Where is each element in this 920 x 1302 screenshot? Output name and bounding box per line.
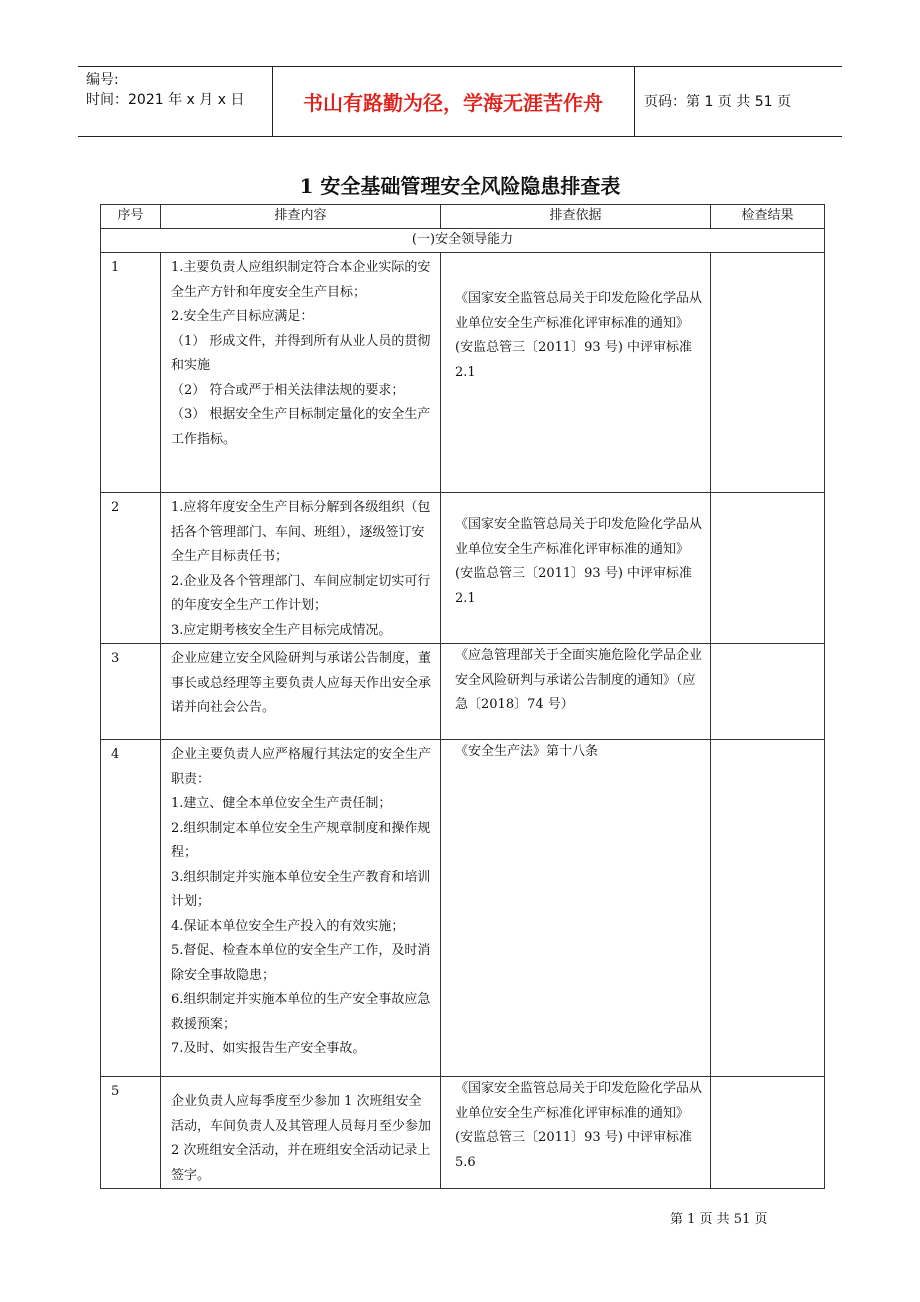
content-line: 2.企业及各个管理部门、车间应制定切实可行的年度安全生产工作计划； bbox=[171, 573, 431, 613]
row-number: 3 bbox=[101, 644, 161, 740]
content-line: 1.主要负责人应组织制定符合本企业实际的安全生产方针和年度安全生产目标； bbox=[171, 260, 431, 300]
inspection-basis bbox=[441, 644, 711, 740]
inspection-content bbox=[161, 740, 441, 1077]
section-row bbox=[101, 229, 825, 253]
inspection-content bbox=[161, 644, 441, 740]
header-page-label: 页码：第 1 页 共 51 页 bbox=[644, 94, 791, 110]
section-title: (一)安全领导能力 bbox=[101, 229, 825, 253]
row-number: 4 bbox=[101, 740, 161, 1077]
content-line: 2.组织制定本单位安全生产规章制度和操作规程； bbox=[171, 820, 431, 860]
column-header-result: 检查结果 bbox=[711, 205, 825, 229]
inspection-result bbox=[711, 1077, 825, 1189]
document-title: 1 安全基础管理安全风险隐患排查表 bbox=[299, 174, 621, 198]
basis-text: 《应急管理部关于全面实施危险化学品企业安全风险研判与承诺公告制度的通知》（应急〔2018〕74 号） bbox=[455, 648, 703, 712]
content-line: 3.组织制定并实施本单位安全生产教育和培训计划； bbox=[171, 869, 431, 909]
content-line: 1.应将年度安全生产目标分解到各级组织（包括各个管理部门、车间、班组），逐级签订安全生产目标责任书； bbox=[171, 500, 431, 564]
basis-text: 《国家安全监管总局关于印发危险化学品从业单位安全生产标准化评审标准的通知》(安监总管三〔2011〕93 号) 中评审标准 2.1 bbox=[455, 517, 703, 606]
table-row bbox=[101, 644, 825, 740]
content-line: （3） 根据安全生产目标制定量化的安全生产工作指标。 bbox=[171, 407, 431, 447]
document-number-label: 编号: bbox=[86, 72, 119, 88]
content-line: 6.组织制定并实施本单位的生产安全事故应急救援预案； bbox=[171, 992, 431, 1032]
inspection-result bbox=[711, 493, 825, 644]
column-header-basis: 排查依据 bbox=[441, 205, 711, 229]
row-number: 2 bbox=[101, 493, 161, 644]
document-time-label: 时间：2021 年 x 月 x 日 bbox=[86, 92, 245, 108]
inspection-basis bbox=[441, 1077, 711, 1189]
inspection-basis bbox=[441, 493, 711, 644]
header-motto: 书山有路勤为径，学海无涯苦作舟 bbox=[303, 91, 603, 115]
column-header-no: 序号 bbox=[101, 205, 161, 229]
basis-text: 《国家安全监管总局关于印发危险化学品从业单位安全生产标准化评审标准的通知》(安监总管三〔2011〕93 号) 中评审标准 5.6 bbox=[455, 1081, 703, 1170]
content-line: 企业主要负责人应严格履行其法定的安全生产职责： bbox=[171, 747, 432, 787]
basis-text: 《国家安全监管总局关于印发危险化学品从业单位安全生产标准化评审标准的通知》(安监总管三〔2011〕93 号) 中评审标准 2.1 bbox=[455, 291, 703, 380]
content-line: 5.督促、检查本单位的安全生产工作，及时消除安全事故隐患； bbox=[171, 943, 431, 983]
content-line: 4.保证本单位安全生产投入的有效实施； bbox=[171, 918, 405, 934]
inspection-content bbox=[161, 493, 441, 644]
table-row bbox=[101, 493, 825, 644]
inspection-result bbox=[711, 740, 825, 1077]
header-divider bbox=[634, 67, 635, 136]
page-footer: 第 1 页 共 51 页 bbox=[670, 1212, 768, 1227]
table-header-row bbox=[101, 205, 825, 229]
inspection-basis bbox=[441, 740, 711, 1077]
inspection-result bbox=[711, 253, 825, 493]
inspection-basis bbox=[441, 253, 711, 493]
content-line: （2） 符合或严于相关法律法规的要求； bbox=[171, 382, 405, 398]
row-number: 5 bbox=[101, 1077, 161, 1189]
column-header-content: 排查内容 bbox=[161, 205, 441, 229]
table-row bbox=[101, 740, 825, 1077]
content-line: 企业负责人应每季度至少参加 1 次班组安全活动，车间负责人及其管理人员每月至少参加 2 次班组安全活动，并在班组安全活动记录上签字。 bbox=[171, 1094, 432, 1183]
header-meta bbox=[86, 70, 244, 110]
table-row bbox=[101, 253, 825, 493]
inspection-table bbox=[100, 204, 825, 1189]
page-header bbox=[78, 66, 842, 137]
content-line: 7.及时、如实报告生产安全事故。 bbox=[171, 1041, 366, 1056]
inspection-content bbox=[161, 253, 441, 493]
inspection-result bbox=[711, 644, 825, 740]
inspection-content bbox=[161, 1077, 441, 1189]
row-number: 1 bbox=[101, 253, 161, 493]
basis-text: 《安全生产法》第十八条 bbox=[455, 744, 599, 759]
content-line: 企业应建立安全风险研判与承诺公告制度，董事长或总经理等主要负责人应每天作出安全承诺并向社会公告。 bbox=[171, 651, 432, 715]
content-line: 1.建立、健全本单位安全生产责任制； bbox=[171, 796, 392, 811]
content-line: （1） 形成文件，并得到所有从业人员的贯彻和实施 bbox=[171, 333, 431, 373]
content-line: 2.安全生产目标应满足： bbox=[171, 309, 314, 324]
content-line: 3.应定期考核安全生产目标完成情况。 bbox=[171, 622, 392, 638]
table-row bbox=[101, 1077, 825, 1189]
